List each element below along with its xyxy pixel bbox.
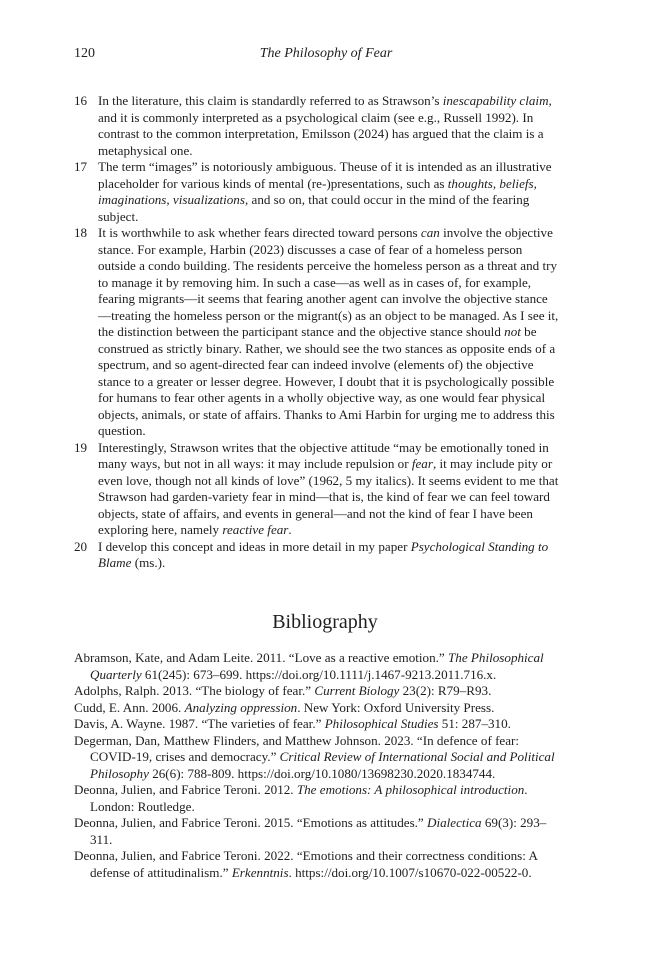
- endnote: [74, 440, 560, 539]
- text-run: Abramson, Kate, and Adam Leite. 2011. “Love as a reactive emotion.”: [74, 650, 449, 665]
- text-run: and so on, that could occur in the mind of the fearing subject.: [98, 192, 530, 224]
- text-run: In the literature, this claim is standardly referred to as Strawson’s: [98, 93, 443, 108]
- italic-text: Analyzing oppression: [184, 699, 298, 715]
- italic-text: Psychological Standing to Blame: [98, 538, 549, 570]
- italic-text: can: [420, 225, 440, 240]
- text-run: (ms.).: [131, 555, 166, 570]
- text-run: 61(245): 673–699. https://doi.org/10.1111/j.1467-9213.2011.716.x.: [141, 666, 497, 682]
- text-run: 23(2): R79–R93.: [399, 683, 492, 698]
- page-number: 120: [74, 46, 95, 61]
- text-run: , it may include pity or even love, though not all kinds of love” (1962, 5 my italics). It seems evident to me that Strawson had garden-variety fear in mind—that is, the kind of fear we can feel toward objects, state of affairs, and events in general—and not the kind of fear I have been exploring here, namely: [98, 456, 559, 537]
- bibliography-entry: [74, 716, 560, 733]
- bibliography-entry: [74, 700, 560, 717]
- text-run: Adolphs, Ralph. 2013. “The biology of fear.”: [74, 683, 315, 698]
- endnote: [74, 93, 560, 159]
- endnote-number: 20: [74, 538, 88, 554]
- text-run: Interestingly, Strawson writes that the objective attitude “may be emotionally toned in many ways, but not in all ways: it may include repulsion or: [98, 439, 549, 471]
- bibliography-heading: Bibliography: [272, 611, 378, 633]
- text-run: It is worthwhile to ask whether fears directed toward persons: [98, 225, 421, 240]
- endnote-text: [98, 440, 560, 539]
- endnote-text: [98, 159, 560, 225]
- text-run: Davis, A. Wayne. 1987. “The varieties of fear.”: [74, 716, 325, 731]
- text-run: I develop this concept and ideas in more detail in my paper: [98, 538, 411, 554]
- bibliography-entry: [74, 848, 560, 881]
- running-title: The Philosophy of Fear: [259, 46, 393, 61]
- text-run: . London: Routledge.: [90, 782, 528, 814]
- text-run: involve the objective stance. For example, Harbin (2023) discusses a case of fear of a homeless person outside a condo building. The residents perceive the homeless person as a threat and try to manage it by removing him. In such a case—as well as in cases of, for example, fearing migrants—it seems that fearing another agent can involve the objective stance—treating the homeless person or the migrant(s) as an object to be managed. As I see it, the distinction between the participant stance and the objective stance should: [98, 225, 559, 339]
- text-run: 51: 287–310.: [438, 716, 511, 731]
- bibliography-entry: [74, 782, 560, 815]
- bibliography-list: [74, 650, 560, 881]
- italic-text: thoughts, beliefs, imaginations, visualizations,: [98, 175, 537, 207]
- endnotes-list: [74, 93, 560, 572]
- endnote-number: 18: [74, 225, 88, 240]
- endnote: [74, 225, 560, 440]
- italic-text: The emotions: A philosophical introduction: [296, 782, 525, 797]
- text-run: .: [288, 522, 292, 537]
- text-run: . https://doi.org/10.1007/s10670-022-00522-0.: [288, 864, 532, 880]
- bibliography-entry: [74, 683, 560, 700]
- text-run: be construed as strictly binary. Rather, we should see the two stances as opposite ends of a spectrum, and so agent-directed fear can indeed involve (elements of) the objective stance to a greater or lesser degree. However, I doubt that it is psychologically possible for humans to fear other agents in a wholly objective way, as one would fear physical objects, animals, or state of affairs. Thanks to Ami Harbin for urging me to address this question.: [98, 324, 556, 438]
- italic-text: Critical Review of International Social and Political Philosophy: [90, 749, 555, 781]
- italic-text: reactive fear: [222, 522, 289, 537]
- bibliography-entry: [74, 815, 560, 848]
- italic-text: not: [504, 324, 521, 339]
- endnote-number: 19: [74, 439, 88, 455]
- endnote-text: [98, 225, 560, 440]
- italic-text: The Philosophical Quarterly: [90, 650, 544, 682]
- italic-text: fear: [411, 456, 433, 471]
- text-run: 26(6): 788-809. https://doi.org/10.1080/13698230.2020.1834744.: [148, 765, 496, 781]
- text-run: Deonna, Julien, and Fabrice Teroni. 2012.: [74, 782, 297, 797]
- endnote-text: [98, 93, 560, 159]
- text-run: The term “images” is notoriously ambiguous. Theuse of it is intended as an illustrative placeholder for various kinds of mental (re-)presentations, such as: [98, 159, 552, 191]
- endnote: [74, 159, 560, 225]
- endnote: [74, 539, 560, 572]
- bibliography-entry: [74, 650, 560, 683]
- text-run: 69(3): 293–311.: [90, 815, 547, 847]
- text-run: Cudd, E. Ann. 2006.: [74, 699, 185, 715]
- text-run: . New York: Oxford University Press.: [297, 699, 495, 715]
- text-run: Deonna, Julien, and Fabrice Teroni. 2022. “Emotions and their correctness conditions: A defense of attitudinalism.”: [74, 848, 538, 880]
- italic-text: Dialectica: [427, 815, 482, 830]
- italic-text: Erkenntnis: [231, 864, 289, 880]
- text-run: Degerman, Dan, Matthew Flinders, and Matthew Johnson. 2023. “In defence of fear: COVID-19, crises and democracy.”: [74, 732, 520, 764]
- page-header: [74, 46, 578, 66]
- italic-text: inescapability claim,: [442, 93, 552, 108]
- text-run: Deonna, Julien, and Fabrice Teroni. 2015. “Emotions as attitudes.”: [74, 815, 428, 830]
- endnote-text: [98, 539, 560, 572]
- italic-text: Current Biology: [314, 683, 400, 698]
- bibliography-entry: [74, 733, 560, 783]
- text-run: and it is commonly interpreted as a psychological claim (see e.g., Russell 1992). In contrast to the common interpretation, Emilsson (2024) has argued that the claim is a metaphysical one.: [98, 109, 544, 158]
- italic-text: Philosophical Studies: [324, 716, 439, 731]
- endnote-number: 16: [74, 93, 88, 108]
- endnote-number: 17: [74, 159, 88, 174]
